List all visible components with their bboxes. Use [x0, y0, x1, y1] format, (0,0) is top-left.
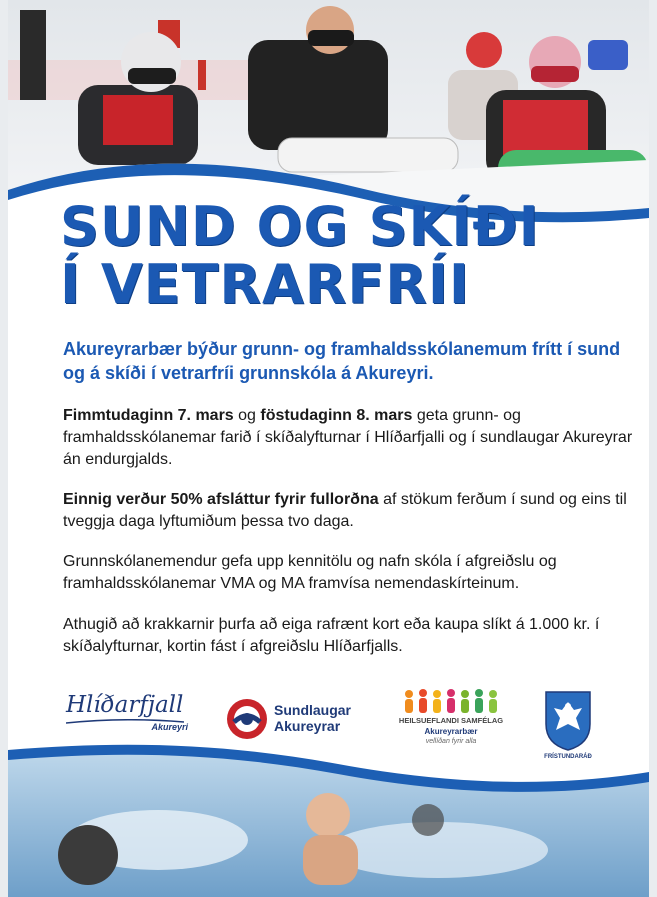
date-thursday: Fimmtudaginn 7. mars: [63, 407, 234, 424]
hlidarfjall-sub: Akureyri: [151, 722, 188, 732]
hlidarfjall-name: Hlíðarfjall: [66, 692, 184, 718]
swimming-pool-photo: [8, 730, 649, 897]
fristundarad-label: FRÍSTUNDARÁÐ: [544, 754, 592, 760]
sundlaugar-line-1: Sundlaugar: [274, 702, 352, 718]
paragraph-students: Grunnskólanemendur gefa upp kennitölu og nafn skóla í afgreiðslu og framhaldsskólanemar VMA og MA framvísa nemendaskírteinum.: [63, 553, 557, 592]
heilsueflandi-line-3: vellíðan fyrir alla: [425, 738, 477, 745]
subheading: Akureyrarbær býður grunn- og framhaldsskólanemum frítt í sund og á skíði í vetrarfríi grunnskóla á Akureyri.: [63, 339, 621, 383]
paragraph-discount: [63, 489, 633, 533]
paragraph-text: geta grunn- og framhaldsskólanemar farið í skíðalyfturnar í Hlíðarfjalli og í sundlaugar Akureyrar án endurgjalds.: [63, 407, 633, 468]
poster: [8, 0, 649, 897]
headline-line-2: Í VETRARFRÍI: [60, 253, 471, 316]
heilsueflandi-line-2: Akureyrarbær: [424, 727, 478, 736]
paragraph-card: Athugið að krakkarnir þurfa að eiga rafrænt kort eða kaupa slíkt á 1.000 kr. í skíðalyfturnar, kortin fást í afgreiðslu Hlíðarfjalls.: [63, 616, 600, 655]
people-figures-icon: [401, 688, 501, 716]
paragraph-text: af stökum ferðum í sund og eins til tveggja daga lyftumiðum þessa tvo daga.: [63, 491, 627, 530]
headline-line-1: SUND OG SKÍÐI: [60, 195, 540, 258]
discount-highlight: Einnig verður 50% afsláttur fyrir fullorðna: [63, 491, 379, 508]
paragraph-text: og: [233, 407, 261, 424]
heilsueflandi-line-1: HEILSUEFLANDI SAMFÉLAG: [398, 716, 504, 725]
date-friday: föstudaginn 8. mars: [260, 407, 413, 424]
sundlaugar-line-2: Akureyrar: [274, 718, 341, 734]
paragraph-dates: [63, 405, 633, 471]
